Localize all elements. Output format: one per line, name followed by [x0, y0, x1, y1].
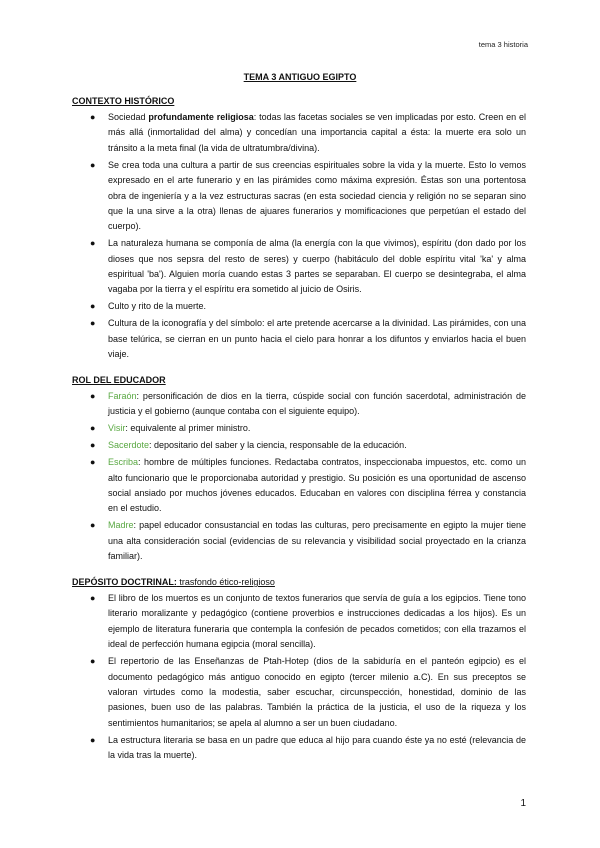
bullet-icon: ● — [90, 457, 96, 468]
section-heading-rol: ROL DEL EDUCADOR — [72, 375, 166, 385]
list-item: ● Se crea toda una cultura a partir de sus creencias espirituales sobre la vida y la muerte. Esto lo vemos expresado en el arte funerario y en las pirámides como máxima expresión. Éstas son una portentosa obra de ingeniería y a la vez estructuras sacras (en esta sociedad ciencia y religión no se separan sino que la una sirve a la otra) llenas de ajuares funerarios y momificaciones que perpetúan el estado del cuerpo). — [90, 159, 526, 232]
bullet-icon: ● — [90, 159, 96, 170]
bullet-icon: ● — [90, 734, 96, 745]
bullet-icon: ● — [90, 423, 96, 434]
list-item: ● Sacerdote: depositario del saber y la ciencia, responsable de la educación. — [72, 438, 526, 453]
section-heading-contexto: CONTEXTO HISTÓRICO — [72, 96, 175, 106]
bullet-icon: ● — [90, 593, 96, 603]
list-item: ● El libro de los muertos es un conjunto de textos funerarios que servía de guía a los egipcios. Tiene tono literario moralizante y pedagógico (contiene proverbios e instrucciones dedicadas a los hijos). Es un ejemplo de literatura funeraria que contempla la confesión de pecados cometidos; con ella trazamos el ideal de perfección humana egipcia (moral sencilla). — [90, 593, 526, 650]
rol-list — [72, 389, 526, 566]
bullet-icon: ● — [90, 112, 96, 122]
list-item: ● La naturaleza humana se componía de alma (la energía con la que vivimos), espíritu (don dado por los dioses que nos sepsra del resto de seres) y cuerpo (habitáculo del doble espíritu vital 'ka' y alma espiritual 'ba'). Alguien moría cuando estas 3 partes se separaban. El cuerpo se desintegraba, el alma vagaba por la tierra y el espíritu era sometido al juicio de Osiris. — [90, 238, 526, 295]
list-item: ● Sociedad profundamente religiosa: todas las facetas sociales se ven implicadas por esto. Creen en el más allá (inmortalidad del alma) y concedían una importancia capital a ésta: la muerte era solo un tránsito a la meta final (la vida de ultratumbra/divina). — [90, 112, 526, 153]
deposito-list — [72, 591, 526, 765]
bullet-icon: ● — [90, 656, 96, 667]
contexto-list — [72, 110, 526, 364]
list-item: ● Madre: papel educador consustancial en todas las culturas, pero precisamente en egipto la mujer tiene una alta consideración social (evidencias de su relevancia y visibilidad social proyectado en la crianza familiar). — [90, 520, 526, 562]
page-number: 1 — [520, 798, 526, 809]
list-item: ● Faraón: personificación de dios en la tierra, cúspide social con función sacerdotal, administración de justicia y el gobierno (aunque contaba con el siguiente equipo). — [90, 391, 526, 417]
list-item: ● Culto y rito de la muerte. — [72, 299, 526, 314]
bullet-icon: ● — [90, 391, 96, 401]
bullet-icon: ● — [90, 318, 96, 329]
bullet-icon: ● — [90, 238, 96, 249]
list-item: ● La estructura literaria se basa en un padre que educa al hijo para cuando éste ya no esté (relevancia de la vida tras la muerte). — [90, 734, 526, 761]
list-item: ● Escriba: hombre de múltiples funciones. Redactaba contratos, inspeccionaba impuestos, etc. como un alto funcionario que le proporcionaba autoridad y prestigio. Su posición es una oportunidad de ascenso social ansiado por muchos jóvenes educados. Educaban en valores con disciplina férrea y constancia en el estudio. — [90, 457, 526, 514]
bullet-icon: ● — [90, 520, 96, 531]
list-item: ● Visir: equivalente al primer ministro. — [72, 421, 526, 436]
section-heading-deposito: DEPÓSITO DOCTRINAL: trasfondo ético-religioso — [72, 577, 275, 587]
bullet-icon: ● — [90, 440, 96, 451]
running-header: tema 3 historia — [478, 40, 528, 49]
list-item: ● El repertorio de las Enseñanzas de Ptah-Hotep (dios de la sabiduría en el panteón egipcio) es el documento pedagógico más antiguo conocido en egipto (tercer milenio a.C). En sus preceptos se valoran virtudes como la modestia, saber escuchar, circunspección, honestidad, dominio de las pasiones, buen uso de las palabras. También la práctica de la justicia, el uso de la riqueza y los sentimientos humanitarios; se apela al alumno a ser un buen ciudadano. — [90, 656, 526, 728]
bullet-icon: ● — [90, 301, 96, 312]
page-title: TEMA 3 ANTIGUO EGIPTO — [243, 72, 357, 82]
list-item: ● Cultura de la iconografía y del símbolo: el arte pretende acercarse a la divinidad. Las pirámides, con una base telúrica, se cierran en un punto hacia el cielo para honrar a los difuntos y enviarlos hacia el buen viaje. — [90, 318, 526, 360]
